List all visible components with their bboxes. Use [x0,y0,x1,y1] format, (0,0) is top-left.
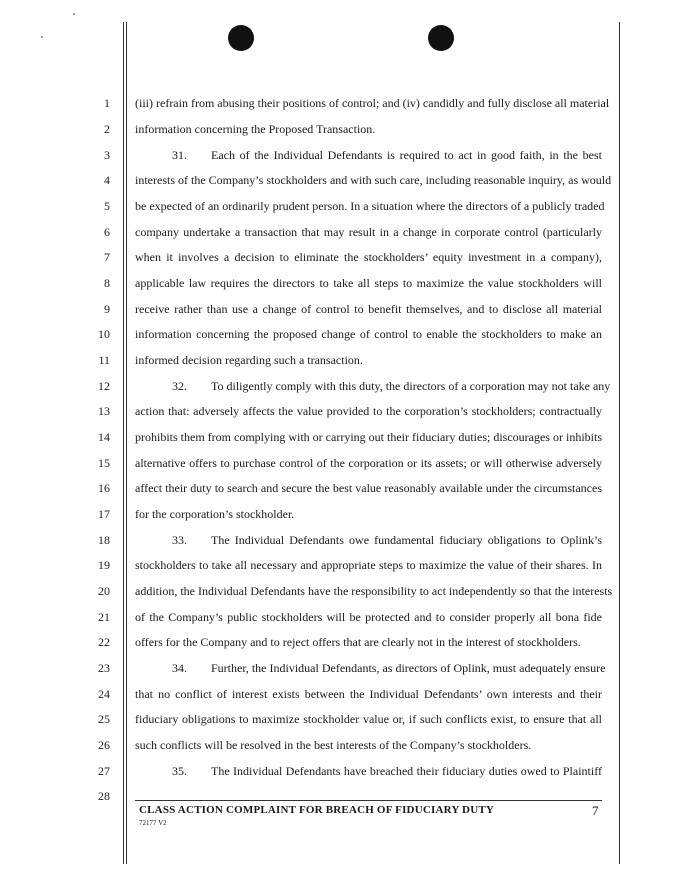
text-line: stockholders to take all necessary and appropriate steps to maximize the value of their shares. In [135,558,602,572]
right-margin-rule [619,22,620,864]
line-number: 13 [98,404,110,418]
footer-doc-code: 72177 V2 [139,819,167,827]
line-number: 1 [104,96,110,110]
left-margin-rule-outer [123,22,124,864]
page-number: 7 [592,803,599,818]
line-number: 19 [98,558,110,572]
line-number: 9 [104,302,110,316]
line-number: 6 [104,225,110,239]
text-line: such conflicts will be resolved in the best interests of the Company’s stockholders. [135,738,532,752]
line-number: 27 [98,764,110,778]
footer-title: CLASS ACTION COMPLAINT FOR BREACH OF FIDUCIARY DUTY [139,804,495,816]
line-number: 11 [98,353,110,367]
text-line: that no conflict of interest exists between the Individual Defendants’ own interests and their [135,687,602,701]
left-margin-rule-inner [126,22,127,864]
line-number: 17 [98,507,110,521]
line-number: 4 [104,173,110,187]
text-line: 33. The Individual Defendants owe fundamental fiduciary obligations to Oplink’s [172,533,602,547]
text-line: 31. Each of the Individual Defendants is required to act in good faith, in the best [172,148,602,162]
scan-speck [73,13,75,15]
text-line: when it involves a decision to eliminate the stockholders’ equity investment in a company), [135,250,602,264]
text-line: offers for the Company and to reject offers that are clearly not in the interest of stockholders. [135,635,581,649]
text-line: prohibits them from complying with or carrying out their fiduciary duties; discourages or inhibits [135,430,602,444]
text-line: (iii) refrain from abusing their positions of control; and (iv) candidly and fully disclose all material [135,96,610,110]
text-line: fiduciary obligations to maximize stockholder value or, if such conflicts exist, to ensure that all [135,712,602,726]
text-line: information concerning the proposed change of control to enable the stockholders to make an [135,327,602,341]
text-line: 34. Further, the Individual Defendants, as directors of Oplink, must adequately ensure [172,661,606,675]
text-line: company undertake a transaction that may result in a change in corporate control (particularly [135,225,602,239]
text-line: be expected of an ordinarily prudent person. In a situation where the directors of a publicly traded [135,199,605,213]
text-line: receive rather than use a change of control to benefit themselves, and to disclose all material [135,302,602,316]
text-line: informed decision regarding such a transaction. [135,353,363,367]
line-number: 26 [98,738,110,752]
line-number: 2 [104,122,110,136]
line-number: 28 [98,789,110,803]
line-number: 10 [98,327,110,341]
line-number: 14 [98,430,110,444]
text-line: applicable law requires the directors to take all steps to maximize the value stockholders will [135,276,602,290]
line-number: 24 [98,687,110,701]
punch-hole-left [228,25,254,51]
text-line: alternative offers to purchase control of the corporation or its assets; or will otherwise adversely [135,456,602,470]
text-line: interests of the Company’s stockholders and with such care, including reasonable inquiry, as would [135,173,612,187]
text-line: 35. The Individual Defendants have breached their fiduciary duties owed to Plaintiff [172,764,602,778]
line-number: 12 [98,379,110,393]
line-number: 5 [104,199,110,213]
text-line: affect their duty to search and secure the best value reasonably available under the circumstances [135,481,602,495]
footer-rule [135,800,602,801]
text-line: action that: adversely affects the value provided to the corporation’s stockholders; contractually [135,404,602,418]
line-number: 8 [104,276,110,290]
line-number: 15 [98,456,110,470]
line-number: 22 [98,635,110,649]
text-line: for the corporation’s stockholder. [135,507,295,521]
line-number: 23 [98,661,110,675]
line-number: 25 [98,712,110,726]
text-line: 32. To diligently comply with this duty, the directors of a corporation may not take any [172,379,611,393]
line-number: 16 [98,481,110,495]
text-line: of the Company’s public stockholders will be protected and to consider properly all bona fide [135,610,602,624]
text-line: addition, the Individual Defendants have the responsibility to act independently so that the interests [135,584,613,598]
line-number: 21 [98,610,110,624]
line-number: 7 [104,250,110,264]
line-number: 3 [104,148,110,162]
line-number: 20 [98,584,110,598]
line-number: 18 [98,533,110,547]
scan-speck [41,36,43,38]
text-line: information concerning the Proposed Transaction. [135,122,376,136]
punch-hole-right [428,25,454,51]
